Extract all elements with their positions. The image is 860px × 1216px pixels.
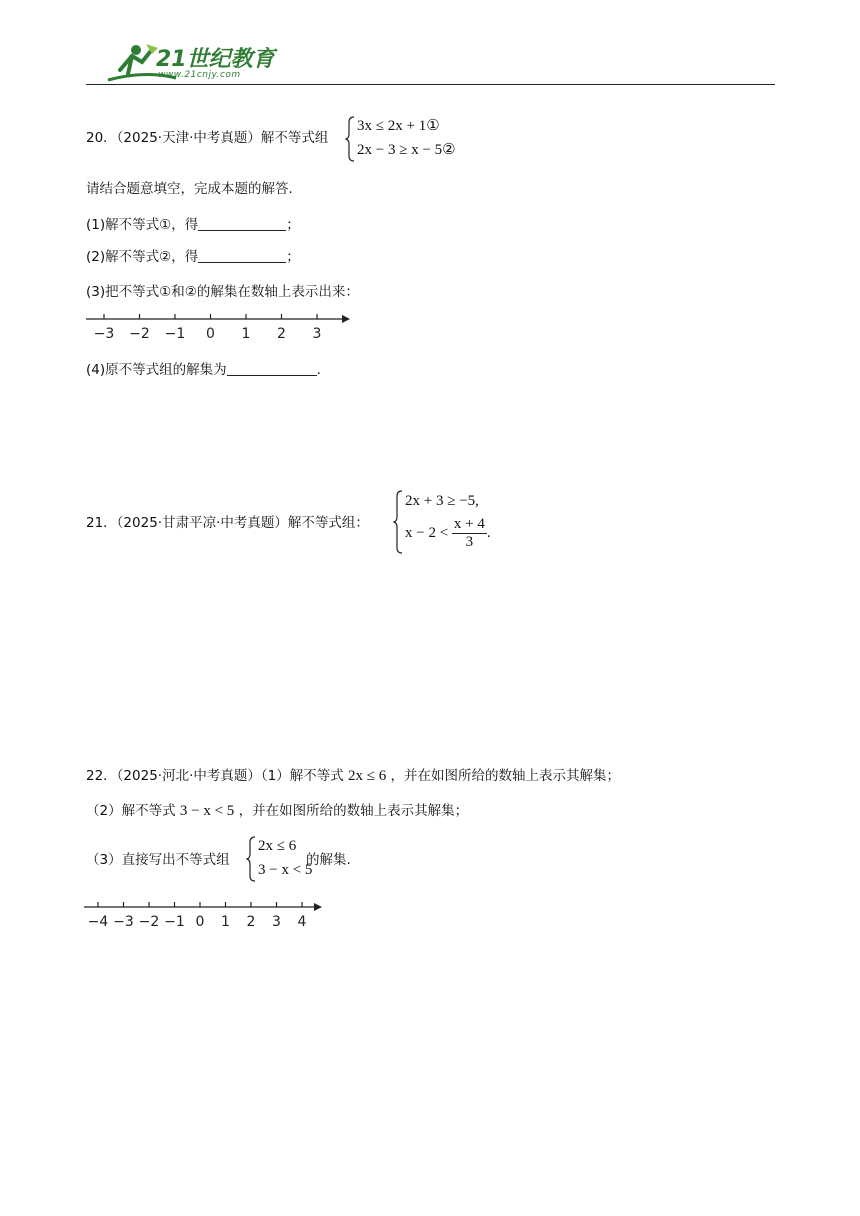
site-logo [106, 40, 276, 84]
q20-part3: (3)把不等式①和②的解集在数轴上表示出来： [86, 284, 359, 300]
q20-ticks [94, 314, 322, 342]
q20-instruction: 请结合题意填空，完成本题的解答. [86, 181, 293, 197]
q20-title [86, 128, 328, 148]
q22-suffix1: ，并在如图所给的数轴上表示其解集； [390, 768, 621, 784]
q20-part2 [86, 247, 300, 267]
q22-part1 [86, 766, 620, 786]
q22-sys-eq1: 2x ≤ 6 [258, 838, 297, 854]
q20-prefix: 20．（2025·天津·中考真题）解不等式组 [86, 130, 329, 146]
q22-ineq1: 2x ≤ 6 [348, 768, 387, 784]
q22-tick-label: −4 [87, 914, 109, 930]
q20-part4 [86, 360, 321, 380]
q22-part2 [86, 801, 468, 821]
logo-sub-text: www.21cnjy.com [158, 70, 241, 80]
q22-sys-eq2: 3 − x < 5 [258, 862, 313, 878]
q20-eq2: 2x − 3 ≥ x − 5② [357, 142, 456, 158]
q22-part3-label: （3）直接写出不等式组 [86, 852, 230, 868]
q20-tick-label: 1 [241, 326, 251, 342]
q20-part4-label: (4)原不等式组的解集为 [86, 362, 227, 378]
q21-eq1: 2x + 3 ≥ −5, [405, 493, 479, 509]
q22-tick-label: 1 [221, 914, 230, 930]
q22-prefix: 22．（2025·河北·中考真题）（1）解不等式 [86, 768, 344, 784]
q20-brace-icon [345, 116, 355, 162]
header-divider [86, 84, 775, 85]
q20-part4-blank[interactable] [227, 361, 317, 376]
q22-tick-label: −3 [113, 914, 134, 930]
q20-tick-label: −3 [93, 326, 115, 342]
q22-tick-label: 2 [246, 914, 256, 930]
q20-part1-blank[interactable] [198, 216, 286, 231]
q22-ineq2: 3 − x < 5 [179, 803, 235, 819]
q22-tick-label: 0 [195, 914, 205, 930]
q20-tick-label: −2 [129, 326, 150, 342]
q21-eq2-left: x − 2 < [405, 524, 449, 541]
q22-tick-label: 4 [297, 914, 307, 930]
q20-eq1: 3x ≤ 2x + 1① [357, 118, 440, 134]
q22-tick-label: −2 [138, 914, 160, 930]
q20-part4-end: . [316, 362, 321, 378]
q21-fraction [452, 516, 487, 551]
q20-part2-end: ； [286, 249, 300, 265]
q22-axis-arrow-icon [314, 903, 322, 911]
q20-part2-blank[interactable] [198, 248, 286, 263]
q21-brace-icon [393, 490, 403, 554]
q20-axis-arrow-icon [342, 315, 350, 323]
q20-tick-label: 2 [277, 326, 286, 342]
q20-tick-label: 3 [312, 326, 322, 342]
q20-tick-label: −1 [164, 326, 186, 342]
q20-part1-end: ； [286, 217, 300, 233]
q20-tick-label: 0 [206, 326, 215, 342]
q22-number-line [84, 898, 334, 934]
q22-tick-label: −1 [164, 914, 185, 930]
q21-frac-num: x + 4 [453, 516, 485, 532]
q22-part2-label: （2）解不等式 [86, 803, 176, 819]
q21-prefix: 21．（2025·甘肃平凉·中考真题）解不等式组： [86, 515, 369, 531]
q20-part1 [86, 215, 300, 235]
q21-eq2-end: . [486, 524, 491, 541]
q22-part3-end: 的解集. [306, 852, 351, 868]
logo-main-text: 21世纪教育 [156, 47, 275, 72]
q20-number-line [86, 310, 356, 346]
q22-tick-label: 3 [272, 914, 281, 930]
q22-part2-end: ，并在如图所给的数轴上表示其解集； [238, 803, 469, 819]
q22-brace-icon [246, 836, 256, 882]
q21-frac-den: 3 [465, 534, 474, 550]
q20-part2-label: (2)解不等式②，得 [86, 249, 199, 265]
q20-part1-label: (1)解不等式①，得 [86, 217, 199, 233]
q22-ticks [88, 902, 307, 930]
